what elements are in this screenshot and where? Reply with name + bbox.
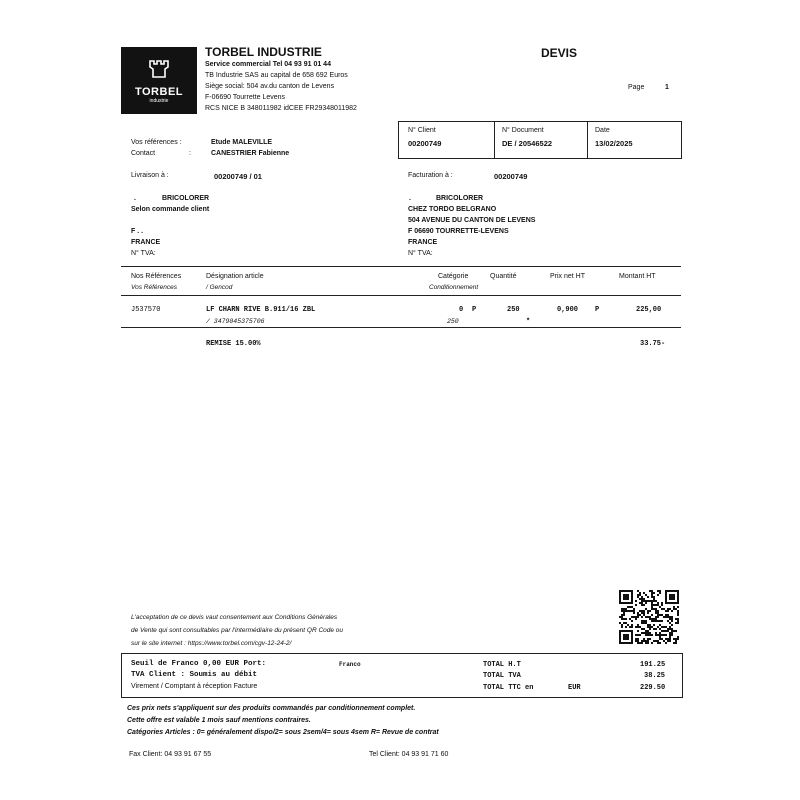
company-line-city: F-06690 Tourrette Levens	[205, 94, 286, 101]
company-line-siege: Siège social: 504 av.du canton de Levens	[205, 83, 335, 90]
billing-dot: .	[409, 195, 411, 202]
total-ttc-value: 229.50	[640, 684, 666, 692]
row-category-code: P	[472, 306, 477, 314]
col-price-header: Prix net HT	[550, 273, 586, 280]
logo-word: TORBEL	[134, 86, 184, 98]
row-amount: 225,00	[636, 306, 662, 314]
note-line-1: Ces prix nets s'appliquent sur des produits commandés par conditionnement complet.	[127, 705, 416, 712]
delivery-tva: N° TVA:	[131, 250, 156, 257]
total-ttc-currency: EUR	[568, 684, 581, 692]
billing-value: 00200749	[494, 172, 528, 181]
box-divider	[494, 121, 495, 158]
row-designation: LF CHARN RIVE B.911/16 ZBL	[206, 306, 316, 314]
total-ttc-label: TOTAL TTC en	[483, 684, 534, 692]
payment-terms: Virement / Comptant à réception Facture	[131, 683, 258, 690]
total-tva-value: 38.25	[644, 672, 666, 680]
document-number-value: DE / 20546522	[502, 139, 553, 148]
row-category: 0	[459, 306, 464, 314]
total-ht-label: TOTAL H.T	[483, 661, 521, 669]
tel-client: Tel Client: 04 93 91 71 60	[369, 751, 449, 758]
note-line-3: Catégories Articles : 0= généralement dispo/2= sous 2sem/4= sous 4sem R= Revue de contrat	[127, 729, 439, 736]
client-number-value: 00200749	[408, 139, 442, 148]
row-conditionnement: 250	[447, 318, 459, 325]
box-divider	[587, 121, 588, 158]
billing-line3: 504 AVENUE DU CANTON DE LEVENS	[408, 217, 536, 224]
company-line-service: Service commercial Tel 04 93 91 01 44	[205, 61, 331, 68]
tower-icon	[148, 59, 170, 79]
billing-label: Facturation à :	[408, 172, 453, 179]
vos-references-value: Etude MALEVILLE	[211, 139, 273, 146]
row-price: 0,900	[557, 306, 579, 314]
row-price-unit: P	[595, 306, 600, 314]
company-line-capital: TB Industrie SAS au capital de 658 692 Euros	[205, 72, 348, 79]
company-line-rcs: RCS NICE B 348011982 idCEE FR29348011982	[205, 105, 357, 112]
page-number: 1	[665, 84, 669, 91]
tva-client: TVA Client : Soumis au débit	[131, 671, 258, 679]
franco-threshold: Seuil de Franco 0,00 EUR Port:	[131, 660, 267, 668]
date-label: Date	[595, 127, 610, 134]
col-conditionnement-header: Conditionnement	[429, 284, 479, 291]
contact-label: Contact	[131, 150, 156, 157]
delivery-line2: Selon commande client	[131, 206, 210, 213]
date-value: 13/02/2025	[595, 139, 633, 148]
table-header-rule	[121, 295, 681, 296]
delivery-dot: .	[134, 195, 136, 202]
delivery-label: Livraison à :	[131, 172, 169, 179]
col-category-header: Catégorie	[438, 273, 469, 280]
conditions-line-1: L'acceptation de ce devis vaut consentement aux Conditions Générales	[131, 614, 338, 621]
logo-sub: industrie	[149, 98, 169, 104]
table-top-rule	[121, 266, 681, 267]
page-label: Page	[628, 84, 645, 91]
col-amount-header: Montant HT	[619, 273, 656, 280]
billing-line4: F 06690 TOURRETTE-LEVENS	[408, 228, 509, 235]
table-row-rule	[121, 327, 681, 328]
row-quantity: 250	[507, 306, 520, 314]
col-quantity-header: Quantité	[490, 273, 517, 280]
company-name: TORBEL INDUSTRIE	[205, 45, 322, 59]
vos-references-label: Vos références :	[131, 139, 182, 146]
cgv-qr-code[interactable]	[619, 590, 679, 644]
delivery-country: FRANCE	[131, 239, 161, 246]
delivery-value: 00200749 / 01	[214, 172, 262, 181]
billing-tva: N° TVA:	[408, 250, 433, 257]
fax-client: Fax Client: 04 93 91 67 55	[129, 751, 212, 758]
billing-name: BRICOLORER	[436, 195, 484, 202]
delivery-line3: F . .	[131, 228, 144, 235]
delivery-name: BRICOLORER	[162, 195, 210, 202]
total-tva-label: TOTAL TVA	[483, 672, 521, 680]
document-number-label: N° Document	[502, 127, 544, 134]
billing-country: FRANCE	[408, 239, 438, 246]
note-line-2: Cette offre est valable 1 mois sauf mentions contraires.	[127, 717, 311, 724]
contact-colon: :	[189, 150, 191, 157]
conditions-line-3: sur le site internet : https://www.torbel.com/cgv-12-24-2/	[131, 640, 292, 647]
row-quantity-mark: *	[526, 318, 531, 326]
conditions-line-2: de Vente qui sont consultables par l'intermédiaire du présent QR Code ou	[131, 627, 344, 634]
total-ht-value: 191.25	[640, 661, 666, 669]
contact-value: CANESTRIER Fabienne	[211, 150, 290, 157]
discount-amount: 33.75-	[640, 340, 666, 348]
col-ref-sub-header: Vos Références	[131, 284, 178, 291]
col-gencod-header: / Gencod	[206, 284, 233, 291]
row-ref: J537570	[131, 306, 161, 314]
billing-line2: CHEZ TORDO BELGRANO	[408, 206, 497, 213]
port-value: Franco	[339, 661, 361, 668]
col-ref-header: Nos Références	[131, 273, 182, 280]
row-gencod: / 3479045375706	[206, 318, 265, 325]
client-number-label: N° Client	[408, 127, 436, 134]
company-logo	[121, 47, 197, 114]
document-type: DEVIS	[541, 46, 578, 60]
col-designation-header: Désignation article	[206, 273, 264, 280]
discount-label: REMISE 15.00%	[206, 340, 261, 348]
